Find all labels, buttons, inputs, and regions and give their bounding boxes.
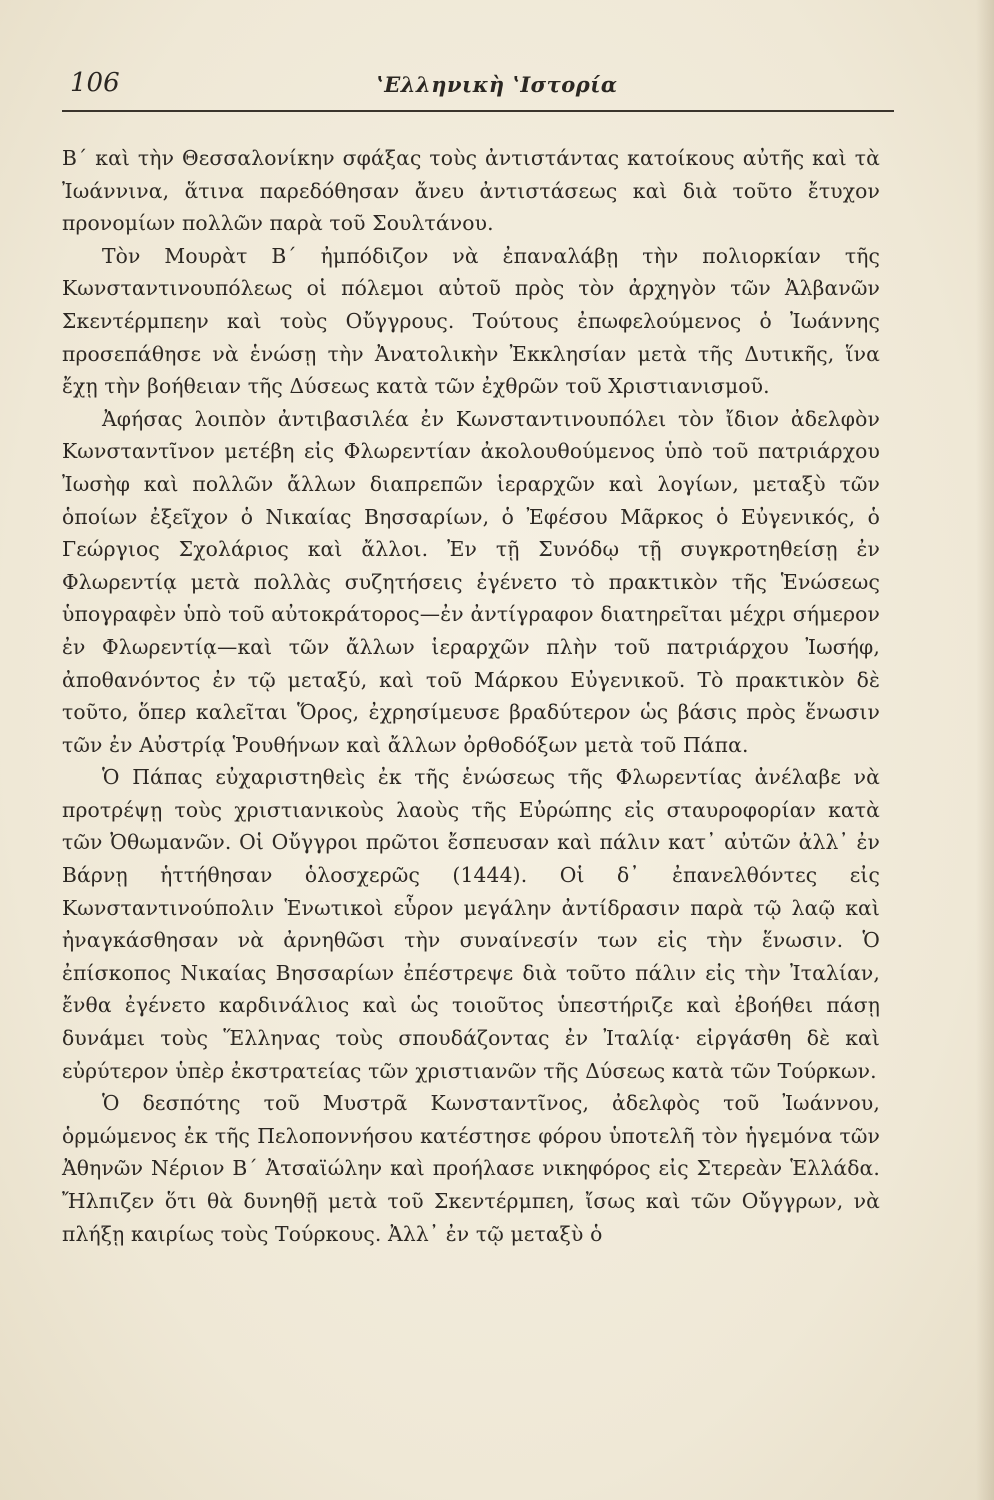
body-text bbox=[62, 142, 880, 1250]
running-title: ʽΕλληνικὴ ʽΙστορία bbox=[376, 72, 618, 97]
paragraph-3: Ἀφήσας λοιπὸν ἀντιβασιλέα ἐν Κωνσταντινουπόλει τὸν ἴδιον ἀδελφὸν Κωνσταντῖνον μετέβη εἰς Φλωρεντίαν ἀκολουθούμενος ὑπὸ τοῦ πατριάρχου Ἰωσὴφ καὶ πολλῶν ἄλλων διαπρεπῶν ἱεραρχῶν καὶ λογίων, μεταξὺ τῶν ὁποίων ἐξεῖχον ὁ Νικαίας Βησσαρίων, ὁ Ἐφέσου Μᾶρκος ὁ Εὐγενικός, ὁ Γεώργιος Σχολάριος καὶ ἄλλοι. Ἐν τῇ Συνόδῳ τῇ συγκροτηθείσῃ ἐν Φλωρεντίᾳ μετὰ πολλὰς συζητήσεις ἐγένετο τὸ πρακτικὸν τῆς Ἑνώσεως ὑπογραφὲν ὑπὸ τοῦ αὐτοκράτορος—ἐν ἀντίγραφον διατηρεῖται μέχρι σήμερον ἐν Φλωρεντίᾳ—καὶ τῶν ἄλλων ἱεραρχῶν πλὴν τοῦ πατριάρχου Ἰωσήφ, ἀποθανόντος ἐν τῷ μεταξύ, καὶ τοῦ Μάρκου Εὐγενικοῦ. Τὸ πρακτικὸν δὲ τοῦτο, ὅπερ καλεῖται Ὅρος, ἐχρησίμευσε βραδύτερον ὡς βάσις πρὸς ἕνωσιν τῶν ἐν Αὐστρίᾳ Ῥουθήνων καὶ ἄλλων ὀρθοδόξων μετὰ τοῦ Πάπα. bbox=[62, 406, 880, 757]
paragraph-5: Ὁ δεσπότης τοῦ Μυστρᾶ Κωνσταντῖνος, ἀδελφὸς τοῦ Ἰωάννου, ὁρμώμενος ἐκ τῆς Πελοποννήσου κατέστησε φόρου ὑποτελῆ τὸν ἡγεμόνα τῶν Ἀθηνῶν Νέριον Β΄ Ἀτσαϊώλην καὶ προήλασε νικηφόρος εἰς Στερεὰν Ἑλλάδα. Ἤλπιζεν ὅτι θὰ δυνηθῇ μετὰ τοῦ Σκεντέρμπεη, ἴσως καὶ τῶν Οὔγγρων, νὰ πλήξῃ καιρίως τοὺς Τούρκους. Ἀλλ᾽ ἐν τῷ μεταξὺ ὁ bbox=[62, 1091, 880, 1246]
header-rule bbox=[62, 110, 894, 112]
page-header bbox=[62, 62, 932, 106]
paragraph-2: Τὸν Μουρὰτ Β΄ ἠμπόδιζον νὰ ἐπαναλάβῃ τὴν πολιορκίαν τῆς Κωνσταντινουπόλεως οἱ πόλεμοι αὐτοῦ πρὸς τὸν ἀρχηγὸν τῶν Ἀλβανῶν Σκεντέρμπεην καὶ τοὺς Οὔγγρους. Τούτους ἐπωφελούμενος ὁ Ἰωάννης προσεπάθησε νὰ ἑνώσῃ τὴν Ἀνατολικὴν Ἐκκλησίαν μετὰ τῆς Δυτικῆς, ἵνα ἔχῃ τὴν βοήθειαν τῆς Δύσεως κατὰ τῶν ἐχθρῶν τοῦ Χριστιανισμοῦ. bbox=[62, 243, 880, 399]
page-edge-shadow bbox=[976, 0, 994, 1500]
page-number: 106 bbox=[70, 68, 120, 98]
paragraph-4: Ὁ Πάπας εὐχαριστηθεὶς ἐκ τῆς ἑνώσεως τῆς Φλωρεντίας ἀνέλαβε νὰ προτρέψῃ τοὺς χριστιανικοὺς λαοὺς τῆς Εὐρώπης εἰς σταυροφορίαν κατὰ τῶν Ὀθωμανῶν. Οἱ Οὔγγροι πρῶτοι ἔσπευσαν καὶ πάλιν κατ᾽ αὐτῶν ἀλλ᾽ ἐν Βάρνῃ ἡττήθησαν ὁλοσχερῶς (1444). Οἱ δ᾽ ἐπανελθόντες εἰς Κωνσταντινούπολιν Ἑνωτικοὶ εὗρον μεγάλην ἀντίδρασιν παρὰ τῷ λαῷ καὶ ἠναγκάσθησαν νὰ ἀρνηθῶσι τὴν συναίνεσίν των εἰς τὴν ἕνωσιν. Ὁ ἐπίσκοπος Νικαίας Βησσαρίων ἐπέστρεψε διὰ τοῦτο πάλιν εἰς τὴν Ἰταλίαν, ἔνθα ἐγένετο καρδινάλιος καὶ ὡς τοιοῦτος ὑπεστήριζε καὶ ἐβοήθει πάσῃ δυνάμει τοὺς Ἕλληνας τοὺς σπουδάζοντας ἐν Ἰταλίᾳ· εἰργάσθη δὲ καὶ εὐρύτερον ὑπὲρ ἐκστρατείας τῶν χριστιανῶν τῆς Δύσεως κατὰ τῶν Τούρκων. bbox=[62, 765, 880, 1083]
paragraph-1: Β΄ καὶ τὴν Θεσσαλονίκην σφάξας τοὺς ἀντιστάντας κατοίκους αὐτῆς καὶ τὰ Ἰωάννινα, ἅτινα παρεδόθησαν ἄνευ ἀντιστάσεως καὶ διὰ τοῦτο ἔτυχον προνομίων πολλῶν παρὰ τοῦ Σουλτάνου. bbox=[62, 146, 880, 236]
